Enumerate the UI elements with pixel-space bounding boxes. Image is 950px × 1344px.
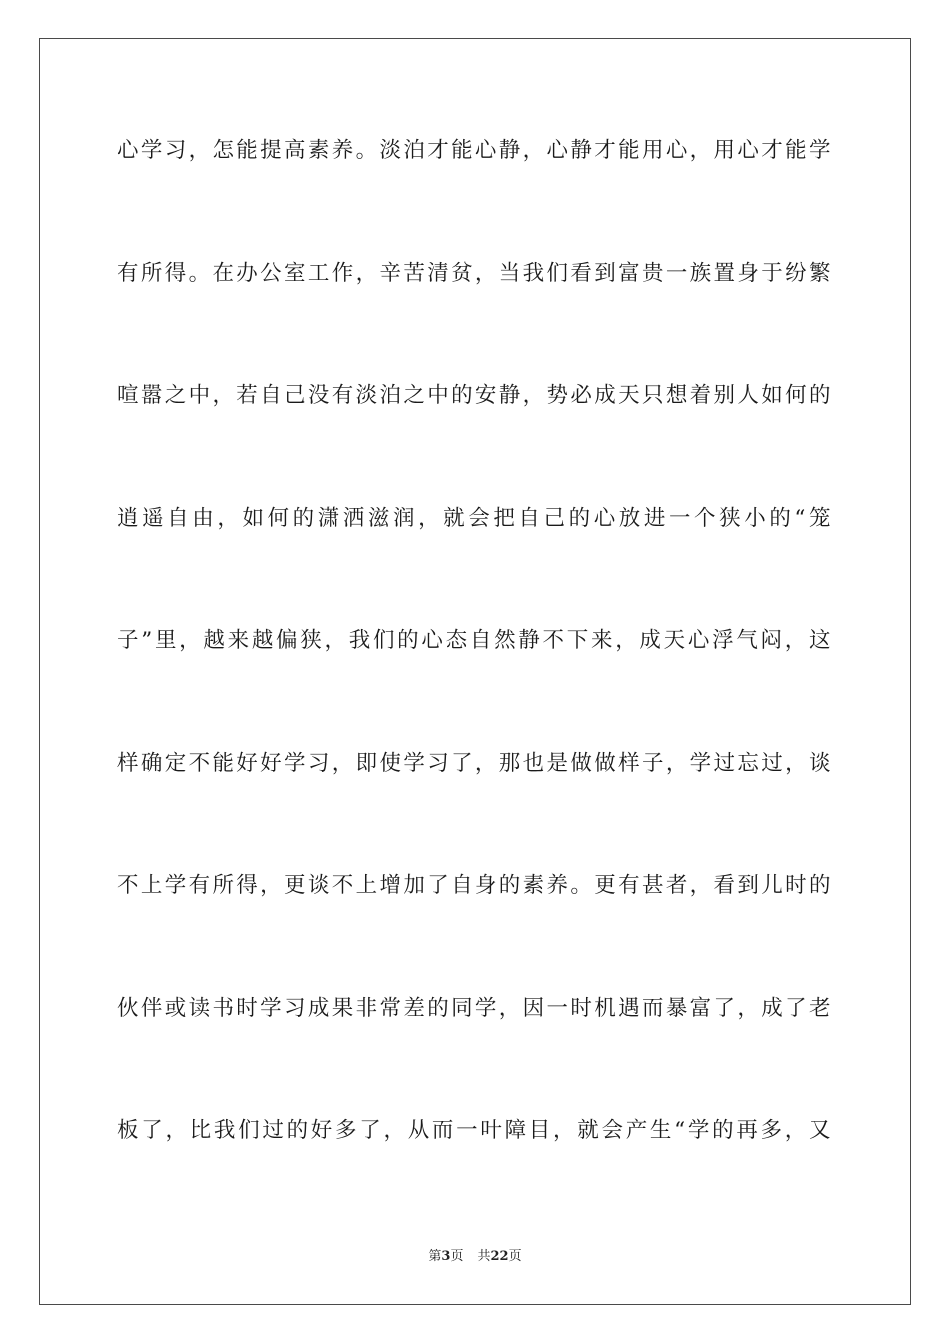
text-line: 伙伴或读书时学习成果非常差的同学，因一时机遇而暴富了，成了老 — [117, 995, 832, 1021]
total-pages: 22 — [490, 1249, 509, 1264]
page-number: 3 — [441, 1249, 451, 1264]
total-prefix: 共 — [477, 1249, 491, 1264]
total-suffix: 页 — [508, 1249, 522, 1264]
text-line: 有所得。在办公室工作，辛苦清贫，当我们看到富贵一族置身于纷繁 — [117, 260, 832, 286]
page-footer — [0, 1248, 950, 1266]
document-body — [117, 124, 832, 1227]
text-line: 心学习，怎能提高素养。淡泊才能心静，心静才能用心，用心才能学 — [117, 138, 832, 163]
page-suffix: 页 — [450, 1249, 464, 1264]
text-line: 板了，比我们过的好多了，从而一叶障目，就会产生“学的再多，又 — [117, 1118, 832, 1143]
text-line: 喧嚣之中，若自己没有淡泊之中的安静，势必成天只想着别人如何的 — [117, 383, 832, 408]
text-line: 逍遥自由，如何的潇洒滋润，就会把自己的心放进一个狭小的“笼 — [117, 505, 832, 531]
page-prefix: 第 — [428, 1249, 442, 1264]
text-line: 子”里，越来越偏狭，我们的心态自然静不下来，成天心浮气闷，这 — [117, 628, 832, 653]
text-line: 不上学有所得，更谈不上增加了自身的素养。更有甚者，看到儿时的 — [117, 873, 832, 898]
text-line: 样确定不能好好学习，即使学习了，那也是做做样子，学过忘过，谈 — [117, 750, 832, 776]
